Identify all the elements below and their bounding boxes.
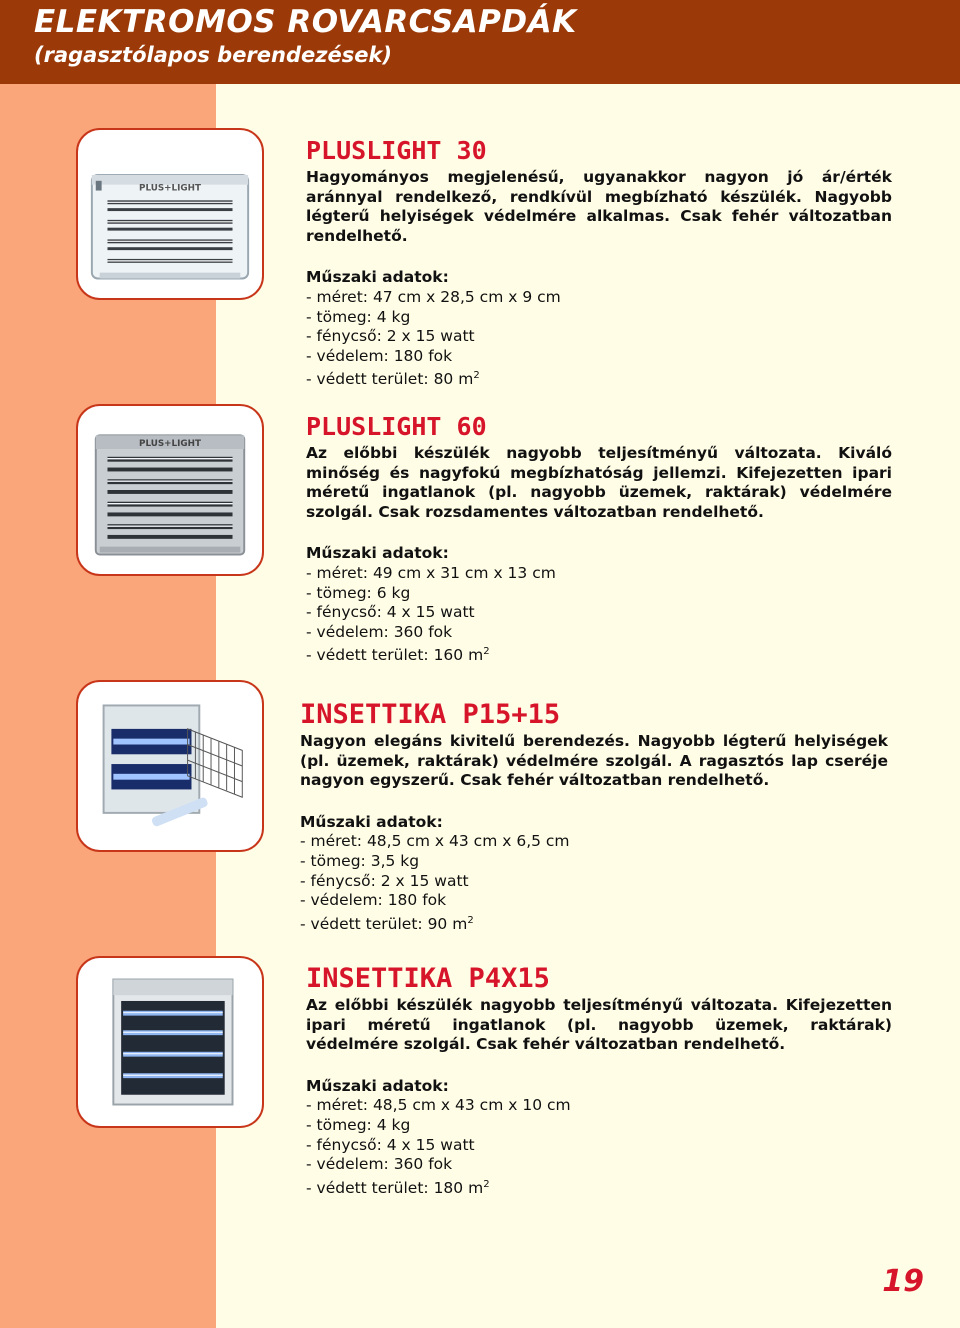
spec-area [300, 911, 888, 935]
spec-tube: - fénycső: 4 x 15 watt [306, 603, 475, 622]
spec-weight: - tömeg: 4 kg [306, 307, 411, 326]
spec-area-text: - védett terület: 90 m [300, 914, 468, 933]
insect-trap-icon [78, 130, 262, 298]
specs-title: Műszaki adatok: [306, 1076, 449, 1095]
product-image-insettika-p15-15 [76, 680, 264, 852]
page-title: ELEKTROMOS ROVARCSAPDÁK [34, 4, 577, 40]
insect-trap-icon [78, 958, 262, 1126]
spec-area-exponent: 2 [467, 914, 474, 926]
spec-tube: - fénycső: 4 x 15 watt [306, 1135, 475, 1154]
product-description: Nagyon elegáns kivitelű berendezés. Nagyobb légterű helyiségek (pl. üzemek, raktárak) védelmére szolgál. A ragasztós lap cseréje nagyon egyszerű. Csak fehér változatban rendelhető. [300, 732, 888, 790]
spec-weight: - tömeg: 4 kg [306, 1115, 411, 1134]
spec-weight: - tömeg: 3,5 kg [300, 851, 420, 870]
product-pluslight-60 [306, 412, 892, 666]
insect-trap-icon [78, 406, 262, 574]
brand-label: PLUS+LIGHT [139, 183, 201, 194]
product-description: Az előbbi készülék nagyobb teljesítményű változata. Kiváló minőség és nagyfokú megbízhatóság jellemzi. Kifejezetten ipari méretű ingatlanok (pl. nagyobb üzemek, raktárak) védelmére szolgál. Csak rozsdamentes változatban rendelhető. [306, 444, 892, 521]
spec-size: - méret: 47 cm x 28,5 cm x 9 cm [306, 287, 561, 306]
insect-trap-icon [78, 682, 262, 850]
product-description: Az előbbi készülék nagyobb teljesítményű változata. Kifejezetten ipari méretű ingatlanok (pl. nagyobb üzemek, raktárak) védelmére szolgál. Csak fehér változatban rendelhető. [306, 996, 892, 1054]
product-name: PLUSLIGHT 30 [306, 136, 487, 165]
product-description: Hagyományos megjelenésű, ugyanakkor nagyon jó ár/érték aránnyal rendelkező, rendkívül megbízható készülék. Nagyobb légterű helyiségek védelmére alkalmas. Csak fehér változatban rendelhető. [306, 168, 892, 245]
product-image-pluslight-60 [76, 404, 264, 576]
specs-title: Műszaki adatok: [300, 812, 443, 831]
product-image-insettika-p4x15 [76, 956, 264, 1128]
product-insettika-p15-15 [300, 700, 888, 935]
product-insettika-p4x15 [306, 964, 892, 1199]
product-image-pluslight-30 [76, 128, 264, 300]
spec-area-text: - védett terület: 180 m [306, 1178, 484, 1197]
spec-protection: - védelem: 180 fok [300, 891, 447, 910]
spec-area-exponent: 2 [483, 1178, 490, 1190]
spec-size: - méret: 48,5 cm x 43 cm x 10 cm [306, 1096, 571, 1115]
spec-protection: - védelem: 360 fok [306, 622, 453, 641]
spec-area [306, 366, 892, 390]
product-name: INSETTIKA P4X15 [306, 963, 550, 994]
brand-label: PLUS+LIGHT [139, 439, 201, 450]
page-header [0, 0, 960, 84]
spec-area-exponent: 2 [483, 646, 490, 658]
product-name: PLUSLIGHT 60 [306, 412, 487, 441]
spec-tube: - fénycső: 2 x 15 watt [300, 871, 469, 890]
spec-area-exponent: 2 [473, 370, 480, 382]
product-pluslight-30 [306, 136, 892, 390]
product-name: INSETTIKA P15+15 [300, 699, 561, 730]
spec-list [306, 1096, 892, 1198]
page-number: 19 [882, 1264, 924, 1299]
spec-tube: - fénycső: 2 x 15 watt [306, 327, 475, 346]
spec-list [306, 564, 892, 666]
specs-title: Műszaki adatok: [306, 268, 449, 287]
spec-size: - méret: 49 cm x 31 cm x 13 cm [306, 563, 556, 582]
spec-area [306, 642, 892, 666]
spec-area-text: - védett terület: 80 m [306, 370, 474, 389]
spec-list [306, 288, 892, 390]
spec-weight: - tömeg: 6 kg [306, 583, 411, 602]
spec-protection: - védelem: 180 fok [306, 346, 453, 365]
page-subtitle: (ragasztólapos berendezések) [34, 43, 393, 67]
spec-list [300, 832, 888, 934]
spec-size: - méret: 48,5 cm x 43 cm x 6,5 cm [300, 832, 570, 851]
specs-title: Műszaki adatok: [306, 544, 449, 563]
spec-area-text: - védett terület: 160 m [306, 646, 484, 665]
spec-protection: - védelem: 360 fok [306, 1155, 453, 1174]
spec-area [306, 1175, 892, 1199]
